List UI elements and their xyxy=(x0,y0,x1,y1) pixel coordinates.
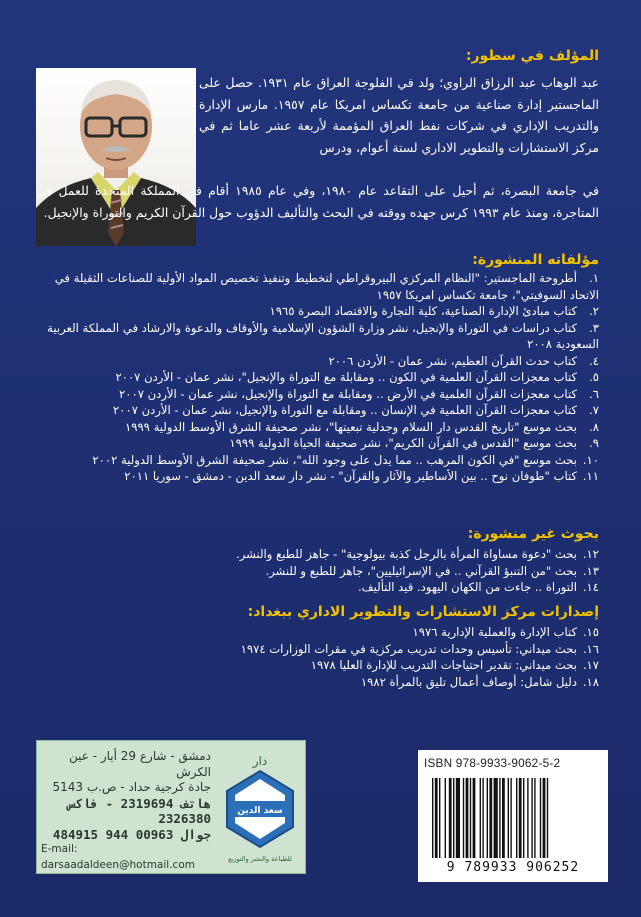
author-bio-text: عبد الوهاب عبد الرزاق الراوي؛ ولد في الفلوجة العراق عام ١٩٣١. حصل على الماجستير إدارة صناعية من جامعة تكساس امريكا عام ١٩٥٧. مارس الإدارة والتدريب الإداري في شركات نفط العراق المؤممة لأربعة عشر عاما ثم في مركز الاستشارات والتطوير الاداري لستة أعوام، ودرس xyxy=(199,75,599,155)
isbn-label: ISBN 978-9933-9062-5-2 xyxy=(424,756,561,770)
logo-name-text: سعد الدين xyxy=(237,806,283,816)
list-item: ١٧.بحث ميداني: تقدير احتياجات التدريب للإدارة العليا ١٩٧٨ xyxy=(310,658,599,672)
list-item: ١٤.التوراة .. جاءت من الكهان اليهود. قيد التأليف. xyxy=(357,580,599,594)
list-item: ٥.كتاب معجزات القرآن العلمية في الكون .. ومقابلة مع التوراة والإنجيل"، نشر عمان - الأردن ٢٠٠٧ xyxy=(115,370,599,384)
list-item: ٣.كتاب دراسات في التوراة والإنجيل، نشر وزارة الشؤون الإسلامية والأوقاف والدعوة والارشاد في المملكة العربية السعودية ٢٠٠٨ xyxy=(47,320,599,351)
unpublished-research-list xyxy=(30,546,599,596)
list-item: ٧.كتاب معجزات القرآن العلمية في الإنسان .. ومقابلة مع التوراة والإنجيل، نشر عمان - الأردن ٢٠٠٧ xyxy=(113,403,599,417)
logo-top-text: دار xyxy=(252,754,268,768)
center-publications-list xyxy=(30,624,599,690)
publisher-address-line1: دمشق - شارع 29 أيار - عين الكرش xyxy=(68,749,211,779)
list-item: ٦.كتاب معجزات القرآن العلمية في الأرض .. ومقابلة مع التوراة والإنجيل، نشر عمان - الأردن ٢٠٠٧ xyxy=(119,386,599,401)
list-item: ١٣.بحث "من التنبؤ القرآني .. في الإسرائيليين"، جاهز للطبع و للنشر. xyxy=(265,563,599,578)
logo-sub-text: للطباعة والنشر والتوزيع xyxy=(228,855,292,863)
publisher-address-line2: جادة كرجية حداد - ص.ب 5143 xyxy=(52,780,211,794)
list-item: ١١.كتاب "طوفان نوح .. بين الأساطير والآثار والقرآن" - نشر دار سعد الدين - دمشق - سوريا ٢٠١١ xyxy=(124,469,599,483)
list-item: ٤.كتاب حدث القرآن العظيم، نشر عمان - الأردن ٢٠٠٦ xyxy=(328,353,599,368)
list-item: ٨.بحث موسع "تاريخ القدس دار السلام وجدلية تبعيتها"، نشر صحيفة الشرق الأوسط الدولية ١٩٩٩ xyxy=(124,419,599,434)
published-works-list xyxy=(30,270,599,485)
publisher-email: E-mail: darsaadaldeen@hotmail.com xyxy=(41,843,195,871)
publisher-box xyxy=(36,740,306,874)
barcode-digits: 9 789933 906252 xyxy=(446,860,580,875)
list-item: ١.أطروحة الماجستير: "النظام المركزي البيروقراطي لتخطيط وتنفيذ تخصيص المواد الأولية للصناعات الثقيلة في الاتحاد السوفيتي"، جامعة تكساس امريكا ١٩٥٧ xyxy=(54,271,599,302)
list-item: ٩.بحث موسع "القدس في القرآن الكريم"، نشر صحيفة الحياة الدولية ١٩٩٩ xyxy=(229,436,599,450)
author-bio-text-continued: في جامعة البصرة، ثم أحيل على التقاعد عام ١٩٨٠، وفي عام ١٩٨٥ أقام في المملكة المتحدة للعمل في المتاجرة، ومنذ عام ١٩٩٣ كرس جهده ووقته في البحث والتأليف الدؤوب حول القرآن الكريم والتوراة والإنجيل. xyxy=(36,183,600,220)
publisher-logo xyxy=(221,749,299,867)
barcode-image xyxy=(432,778,598,858)
list-item: ١٠.بحث موسع "في الكون المرهب .. مما يدل على وجود الله"، نشر صحيفة الشرق الأوسط الدولية ٢٠٠٢ xyxy=(92,452,599,467)
list-item: ١٨.دليل شامل: أوصاف أعمال تليق بالمرأة ١٩٨٢ xyxy=(360,674,599,689)
isbn-barcode-box xyxy=(418,750,608,882)
published-works-title: مؤلفاته المنشورة: xyxy=(472,252,599,268)
list-item: ٢.كتاب مبادئ الإدارة الصناعية، كلية التجارة والاقتصاد البصرة ١٩٦٥ xyxy=(269,304,599,318)
list-item: ١٥.كتاب الإدارة والعملية الإدارية ١٩٧٦ xyxy=(412,625,599,639)
list-item: ١٢.بحث "دعوة مساواة المرأة بالرجل كذبة بيولوجية" - جاهز للطبع والنشر. xyxy=(236,547,599,561)
publisher-phone: هاتف 2319694 - فاكس 2326380 xyxy=(67,795,211,826)
author-section-title: المؤلف في سطور: xyxy=(465,48,599,64)
publisher-mobile: جوال 00963 944 484915 xyxy=(52,826,211,842)
publisher-contact xyxy=(41,749,211,873)
unpublished-research-title: بحوث غير منشورة: xyxy=(467,526,599,542)
list-item: ١٦.بحث ميداني: تأسيس وحدات تدريب مركزية في مقرات الوزارات ١٩٧٤ xyxy=(240,641,599,656)
center-publications-title: إصدارات مركز الاستشارات والتطوير الاداري ببغداد: xyxy=(247,604,599,620)
